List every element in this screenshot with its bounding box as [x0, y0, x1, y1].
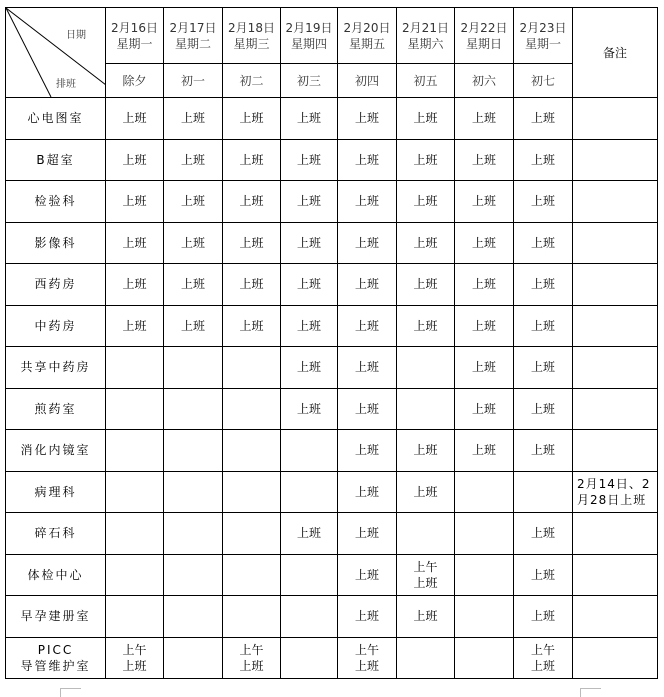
shift-status: 上班 — [530, 658, 555, 673]
shift-cell — [514, 471, 573, 513]
shift-status: 上班 — [122, 111, 147, 126]
department-name — [6, 305, 106, 347]
shift-status: 上班 — [239, 194, 264, 209]
shift-cell — [338, 596, 397, 638]
shift-cell — [397, 181, 455, 223]
shift-cell — [397, 388, 455, 430]
shift-cell — [455, 264, 514, 306]
shift-status: 上班 — [296, 194, 321, 209]
lunar-date-header: 初四 — [338, 64, 397, 98]
weekday-text: 星期一 — [524, 36, 561, 51]
shift-status: 上班 — [413, 111, 438, 126]
shift-cell — [397, 347, 455, 389]
remark-cell — [573, 596, 658, 638]
lunar-date-header: 初五 — [397, 64, 455, 98]
shift-status: 上班 — [471, 235, 496, 250]
shift-status: 上班 — [530, 609, 555, 624]
shift-cell — [106, 347, 164, 389]
shift-status: 上班 — [413, 484, 438, 499]
shift-cell — [397, 222, 455, 264]
shift-cell — [338, 264, 397, 306]
shift-cell — [455, 596, 514, 638]
shift-cell — [164, 222, 223, 264]
remark-column-header: 备注 — [573, 8, 658, 98]
shift-cell — [281, 305, 338, 347]
shift-cell — [281, 98, 338, 140]
shift-status: 上班 — [413, 609, 438, 624]
shift-cell — [338, 181, 397, 223]
shift-cell — [281, 430, 338, 472]
shift-status: 上班 — [413, 235, 438, 250]
date-column-header — [223, 8, 281, 64]
department-name — [6, 347, 106, 389]
shift-cell — [281, 347, 338, 389]
shift-cell — [338, 471, 397, 513]
table-row — [6, 596, 658, 638]
shift-cell — [223, 98, 281, 140]
department-name-line: 体检中心 — [27, 567, 84, 582]
shift-status: 上班 — [413, 277, 438, 292]
department-name-line: 碎石科 — [34, 526, 77, 541]
shift-cell — [514, 554, 573, 596]
weekday-text: 星期一 — [116, 36, 153, 51]
shift-status: 上班 — [239, 318, 264, 333]
shift-cell — [106, 181, 164, 223]
shift-cell — [223, 596, 281, 638]
shift-status: 上班 — [471, 401, 496, 416]
shift-cell — [455, 430, 514, 472]
table-row — [6, 222, 658, 264]
shift-cell — [514, 637, 573, 679]
date-column-header — [397, 8, 455, 64]
shift-status: 上班 — [239, 277, 264, 292]
department-name-line: 早孕建册室 — [20, 609, 91, 624]
shift-cell — [455, 181, 514, 223]
shift-status: 上班 — [354, 194, 379, 209]
shift-status: 上班 — [530, 111, 555, 126]
shift-cell — [223, 637, 281, 679]
table-row — [6, 388, 658, 430]
shift-cell — [164, 181, 223, 223]
shift-status: 上班 — [354, 152, 379, 167]
department-name — [6, 430, 106, 472]
shift-cell — [514, 513, 573, 555]
table-row — [6, 139, 658, 181]
remark-text: 2月14日、2 — [577, 476, 651, 491]
table-row — [6, 181, 658, 223]
department-name — [6, 139, 106, 181]
table-row — [6, 554, 658, 596]
shift-status: 上班 — [296, 277, 321, 292]
shift-status: 上班 — [471, 360, 496, 375]
shift-cell — [281, 637, 338, 679]
shift-status: 上班 — [239, 658, 264, 673]
remark-cell — [573, 554, 658, 596]
shift-status: 上午 — [122, 642, 147, 657]
lunar-date-header: 初七 — [514, 64, 573, 98]
shift-cell — [164, 513, 223, 555]
shift-axis-label: 排班 — [56, 79, 76, 90]
shift-cell — [514, 430, 573, 472]
date-text: 2月20日 — [343, 20, 391, 35]
shift-status: 上班 — [413, 318, 438, 333]
shift-cell — [223, 471, 281, 513]
date-column-header — [281, 8, 338, 64]
remark-cell — [573, 471, 658, 513]
department-name-line: 西药房 — [34, 277, 77, 292]
shift-status: 上班 — [239, 111, 264, 126]
department-name — [6, 98, 106, 140]
shift-cell — [164, 596, 223, 638]
shift-status: 上班 — [354, 401, 379, 416]
shift-status: 上班 — [180, 111, 205, 126]
shift-cell — [338, 347, 397, 389]
table-row — [6, 513, 658, 555]
shift-cell — [281, 554, 338, 596]
shift-cell — [106, 98, 164, 140]
shift-cell — [338, 305, 397, 347]
shift-status: 上班 — [413, 152, 438, 167]
remark-cell — [573, 181, 658, 223]
shift-status: 上班 — [122, 152, 147, 167]
shift-status: 上班 — [354, 318, 379, 333]
department-name-line: 煎药室 — [34, 401, 77, 416]
department-name-line: 病理科 — [34, 484, 77, 499]
shift-status: 上班 — [354, 567, 379, 582]
shift-status: 上班 — [296, 152, 321, 167]
shift-cell — [338, 388, 397, 430]
shift-status: 上午 — [413, 559, 438, 574]
shift-cell — [281, 222, 338, 264]
shift-cell — [338, 513, 397, 555]
shift-status: 上班 — [180, 277, 205, 292]
date-text: 2月21日 — [402, 20, 449, 35]
shift-cell — [397, 471, 455, 513]
weekday-text: 星期二 — [174, 36, 211, 51]
shift-cell — [338, 222, 397, 264]
shift-status: 上班 — [122, 194, 147, 209]
shift-status: 上班 — [413, 194, 438, 209]
shift-cell — [397, 554, 455, 596]
shift-cell — [164, 139, 223, 181]
department-name — [6, 554, 106, 596]
shift-cell — [223, 513, 281, 555]
lunar-date-header: 初六 — [455, 64, 514, 98]
shift-cell — [514, 388, 573, 430]
lunar-date-header: 除夕 — [106, 64, 164, 98]
department-name — [6, 181, 106, 223]
shift-cell — [281, 596, 338, 638]
shift-cell — [164, 347, 223, 389]
shift-cell — [514, 347, 573, 389]
shift-cell — [397, 513, 455, 555]
shift-cell — [223, 430, 281, 472]
shift-cell — [514, 596, 573, 638]
remark-cell — [573, 637, 658, 679]
table-row — [6, 98, 658, 140]
shift-status: 上班 — [530, 318, 555, 333]
shift-status: 上班 — [471, 318, 496, 333]
department-name-line: PICC — [37, 642, 74, 657]
shift-cell — [223, 388, 281, 430]
shift-status: 上班 — [296, 401, 321, 416]
shift-cell — [455, 471, 514, 513]
shift-cell — [514, 222, 573, 264]
date-text: 2月19日 — [285, 20, 333, 35]
lunar-date-header: 初一 — [164, 64, 223, 98]
shift-cell — [106, 388, 164, 430]
date-text: 2月23日 — [519, 20, 567, 35]
department-name — [6, 388, 106, 430]
date-column-header — [455, 8, 514, 64]
shift-cell — [338, 430, 397, 472]
shift-cell — [397, 430, 455, 472]
date-text: 2月18日 — [228, 20, 275, 35]
date-column-header — [106, 8, 164, 64]
shift-status: 上班 — [530, 152, 555, 167]
shift-status: 上班 — [471, 443, 496, 458]
shift-cell — [455, 388, 514, 430]
remark-cell — [573, 305, 658, 347]
shift-cell — [397, 596, 455, 638]
date-text: 2月16日 — [111, 20, 158, 35]
shift-status: 上班 — [530, 567, 555, 582]
remark-cell — [573, 98, 658, 140]
remark-cell — [573, 139, 658, 181]
shift-cell — [397, 264, 455, 306]
department-name-line: 导管维护室 — [20, 658, 91, 673]
shift-cell — [338, 554, 397, 596]
remark-text: 月28日上班 — [577, 492, 647, 507]
remark-cell — [573, 513, 658, 555]
shift-cell — [106, 513, 164, 555]
shift-status: 上班 — [530, 526, 555, 541]
shift-status: 上班 — [413, 443, 438, 458]
department-name-line: 中药房 — [34, 318, 77, 333]
department-name — [6, 637, 106, 679]
remark-cell — [573, 222, 658, 264]
table-row — [6, 471, 658, 513]
weekday-text: 星期六 — [407, 36, 444, 51]
remark-cell — [573, 430, 658, 472]
department-name — [6, 596, 106, 638]
shift-status: 上班 — [530, 277, 555, 292]
shift-cell — [397, 98, 455, 140]
shift-cell — [106, 222, 164, 264]
duty-schedule-table — [5, 7, 658, 679]
shift-status: 上班 — [354, 484, 379, 499]
shift-cell — [397, 139, 455, 181]
shift-status: 上班 — [530, 360, 555, 375]
shift-cell — [281, 139, 338, 181]
shift-cell — [223, 222, 281, 264]
department-name — [6, 264, 106, 306]
remark-cell — [573, 264, 658, 306]
shift-cell — [281, 471, 338, 513]
shift-cell — [223, 264, 281, 306]
shift-status: 上班 — [180, 235, 205, 250]
shift-cell — [106, 430, 164, 472]
shift-status: 上班 — [354, 111, 379, 126]
shift-cell — [106, 471, 164, 513]
lunar-date-header: 初三 — [281, 64, 338, 98]
table-row — [6, 305, 658, 347]
shift-status: 上午 — [354, 642, 379, 657]
shift-cell — [223, 347, 281, 389]
shift-status: 上班 — [530, 194, 555, 209]
shift-status: 上班 — [530, 235, 555, 250]
shift-cell — [514, 139, 573, 181]
shift-cell — [164, 264, 223, 306]
shift-status: 上班 — [354, 658, 379, 673]
department-name-line: 心电图室 — [27, 111, 84, 126]
shift-cell — [106, 264, 164, 306]
shift-status: 上班 — [471, 277, 496, 292]
department-name-line: 消化内镜室 — [20, 443, 91, 458]
date-column-header — [514, 8, 573, 64]
shift-cell — [223, 181, 281, 223]
date-text: 2月22日 — [460, 20, 508, 35]
shift-cell — [164, 388, 223, 430]
table-row — [6, 264, 658, 306]
shift-cell — [514, 98, 573, 140]
shift-cell — [281, 513, 338, 555]
shift-cell — [281, 388, 338, 430]
shift-status: 上班 — [413, 575, 438, 590]
shift-status: 上班 — [530, 401, 555, 416]
shift-cell — [223, 554, 281, 596]
shift-cell — [164, 471, 223, 513]
shift-status: 上班 — [296, 111, 321, 126]
shift-status: 上班 — [296, 526, 321, 541]
shift-cell — [338, 637, 397, 679]
table-row — [6, 430, 658, 472]
shift-status: 上班 — [354, 526, 379, 541]
shift-status: 上班 — [354, 235, 379, 250]
lunar-date-header: 初二 — [223, 64, 281, 98]
shift-status: 上班 — [471, 152, 496, 167]
shift-cell — [164, 430, 223, 472]
weekday-text: 星期日 — [465, 36, 502, 51]
shift-cell — [106, 637, 164, 679]
shift-status: 上班 — [296, 360, 321, 375]
shift-status: 上班 — [354, 609, 379, 624]
department-name — [6, 471, 106, 513]
shift-cell — [514, 181, 573, 223]
shift-status: 上午 — [530, 642, 555, 657]
remark-cell — [573, 347, 658, 389]
date-column-header — [164, 8, 223, 64]
shift-status: 上班 — [354, 443, 379, 458]
shift-status: 上班 — [530, 443, 555, 458]
shift-status: 上班 — [122, 235, 147, 250]
weekday-text: 星期四 — [290, 36, 327, 51]
shift-cell — [397, 637, 455, 679]
shift-cell — [338, 98, 397, 140]
shift-cell — [455, 305, 514, 347]
shift-cell — [223, 139, 281, 181]
date-axis-label: 日期 — [66, 30, 86, 41]
shift-cell — [164, 305, 223, 347]
shift-status: 上班 — [354, 360, 379, 375]
shift-cell — [106, 554, 164, 596]
shift-cell — [164, 554, 223, 596]
shift-status: 上班 — [471, 111, 496, 126]
department-name-line: 检验科 — [34, 194, 77, 209]
shift-cell — [455, 222, 514, 264]
shift-status: 上班 — [180, 318, 205, 333]
shift-status: 上班 — [239, 235, 264, 250]
shift-cell — [106, 139, 164, 181]
shift-cell — [223, 305, 281, 347]
department-name-line: 影像科 — [34, 235, 77, 250]
shift-cell — [338, 139, 397, 181]
shift-cell — [164, 637, 223, 679]
shift-status: 上班 — [180, 194, 205, 209]
shift-cell — [106, 305, 164, 347]
shift-status: 上班 — [122, 658, 147, 673]
department-name-line: B超室 — [36, 152, 75, 167]
shift-cell — [455, 98, 514, 140]
shift-status: 上班 — [296, 318, 321, 333]
shift-cell — [514, 305, 573, 347]
shift-cell — [455, 139, 514, 181]
shift-status: 上午 — [239, 642, 264, 657]
department-name — [6, 222, 106, 264]
shift-cell — [455, 637, 514, 679]
shift-cell — [281, 264, 338, 306]
shift-status: 上班 — [471, 194, 496, 209]
shift-status: 上班 — [180, 152, 205, 167]
weekday-text: 星期五 — [348, 36, 385, 51]
shift-status: 上班 — [239, 152, 264, 167]
table-row — [6, 637, 658, 679]
shift-cell — [455, 513, 514, 555]
shift-cell — [455, 554, 514, 596]
shift-cell — [397, 305, 455, 347]
shift-cell — [281, 181, 338, 223]
remark-cell — [573, 388, 658, 430]
shift-cell — [164, 98, 223, 140]
date-column-header — [338, 8, 397, 64]
weekday-text: 星期三 — [233, 36, 270, 51]
shift-status: 上班 — [354, 277, 379, 292]
shift-cell — [455, 347, 514, 389]
shift-status: 上班 — [122, 277, 147, 292]
shift-cell — [514, 264, 573, 306]
shift-status: 上班 — [296, 235, 321, 250]
shift-status: 上班 — [122, 318, 147, 333]
table-row — [6, 347, 658, 389]
diagonal-header-cell — [6, 8, 106, 98]
shift-cell — [106, 596, 164, 638]
date-text: 2月17日 — [169, 20, 217, 35]
department-name — [6, 513, 106, 555]
department-name-line: 共享中药房 — [20, 360, 91, 375]
